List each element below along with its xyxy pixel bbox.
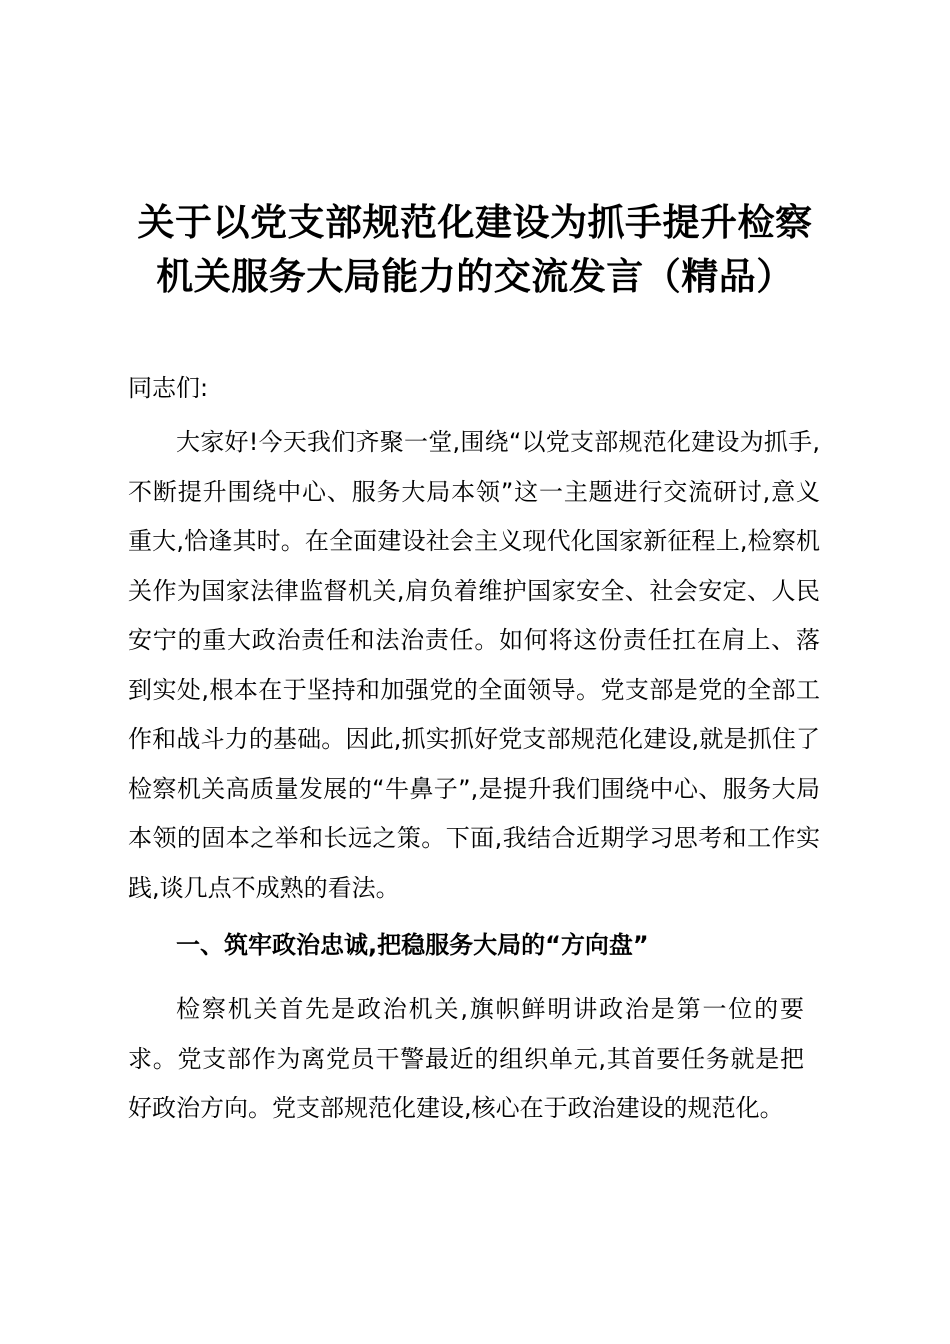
greeting: 同志们:: [128, 374, 209, 402]
title-line-1: 关于以党支部规范化建设为抓手提升检察: [137, 201, 813, 244]
document-title: [100, 196, 850, 304]
section-heading-1: 一、筑牢政治忠诚,把稳服务大局的“方向盘”: [176, 931, 649, 959]
paragraph-intro: 大家好!今天我们齐聚一堂,围绕“以党支部规范化建设为抓手,不断提升围绕中心、服务大局本领”这一主题进行交流研讨,意义重大,恰逢其时。在全面建设社会主义现代化国家新征程上,检察机关作为国家法律监督机关,肩负着维护国家安全、社会安定、人民安宁的重大政治责任和法治责任。如何将这份责任扛在肩上、落到实处,根本在于坚持和加强党的全面领导。党支部是党的全部工作和战斗力的基础。因此,抓实抓好党支部规范化建设,就是抓住了检察机关高质量发展的“牛鼻子”,是提升我们围绕中心、服务大局本领的固本之举和长远之策。下面,我结合近期学习思考和工作实践,谈几点不成熟的看法。: [128, 428, 820, 902]
title-line-2: 机关服务大局能力的交流发言（精品）: [156, 255, 794, 298]
paragraph-section-1: 检察机关首先是政治机关,旗帜鲜明讲政治是第一位的要求。党支部作为离党员干警最近的组织单元,其首要任务就是把好政治方向。党支部规范化建设,核心在于政治建设的规范化。: [128, 995, 804, 1122]
